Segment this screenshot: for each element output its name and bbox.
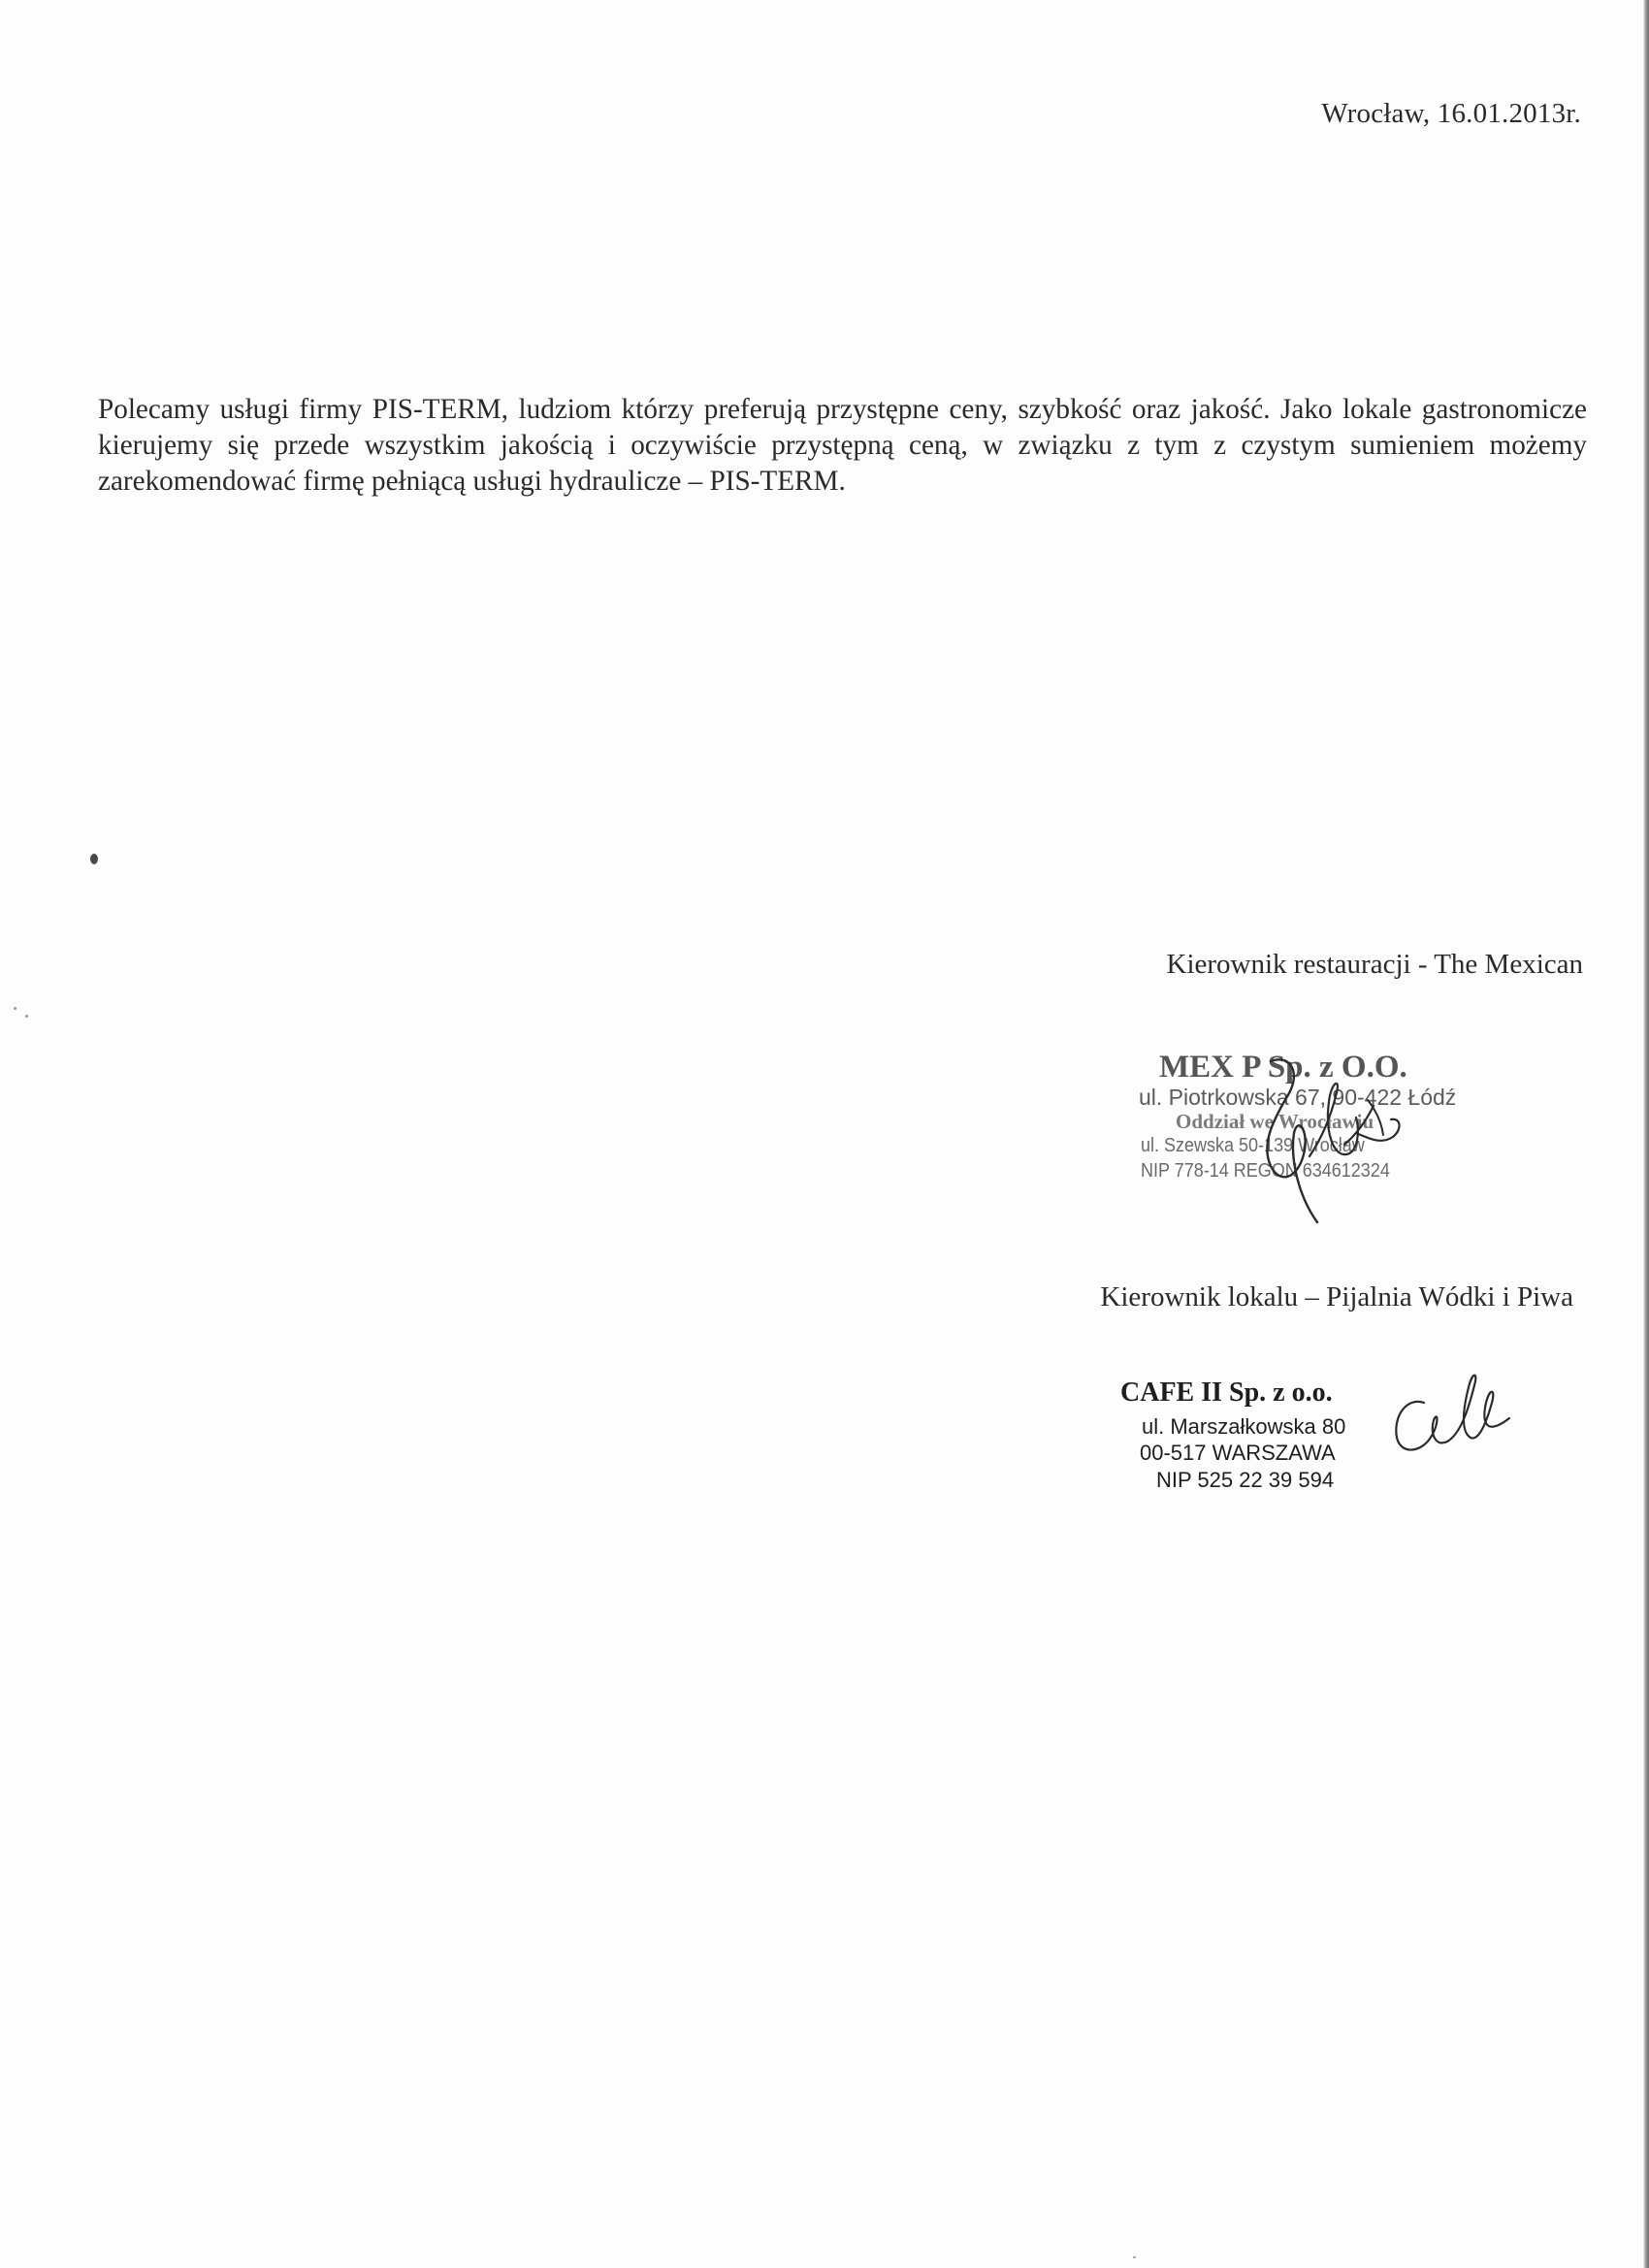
stamp-line: NIP 778-14 REGON 634612324 [1141,1160,1390,1182]
scan-speck [25,1015,28,1018]
scan-dot [90,854,98,864]
stamp-line: NIP 525 22 39 594 [1156,1468,1335,1492]
stamp-line: 00-517 WARSZAWA [1140,1441,1336,1465]
signatory-title-mexican: Kierownik restauracji - The Mexican [1166,949,1583,980]
stamp-line: ul. Szewska 50-139 Wrocław [1141,1135,1365,1156]
scan-page-edge [1643,0,1649,2268]
stamp-line: Oddział we Wrocławiu [1176,1110,1374,1133]
company-stamp-cafe-ii [1116,1377,1406,1513]
stamp-line: ul. Piotrkowska 67, 90-422 Łódź [1139,1085,1457,1110]
letter-body: Polecamy usługi firmy PIS-TERM, ludziom którzy preferują przystępne ceny, szybkość oraz jakość. Jako lokale gastronomicze kierujemy się przede wszystkim jakością i oczywiście przystępną ceną, w związku z tym z czystym sumieniem możemy zarekomendować firmę pełniącą usługi hydraulicze – PIS-TERM. [98,394,1587,497]
scan-speck [14,1007,16,1010]
handwritten-signature-mexican [1203,1050,1426,1224]
scan-speck [1133,2256,1136,2258]
stamp-line: ul. Marszałkowska 80 [1142,1414,1346,1439]
handwritten-signature-cafe [1385,1360,1511,1467]
stamp-line: CAFE II Sp. z o.o. [1120,1377,1333,1408]
signatory-title-pijalnia: Kierownik lokalu – Pijalnia Wódki i Piwa [1100,1281,1573,1312]
letter-date: Wrocław, 16.01.2013r. [1321,98,1581,129]
stamp-line: MEX P Sp. z O.O. [1159,1050,1407,1085]
